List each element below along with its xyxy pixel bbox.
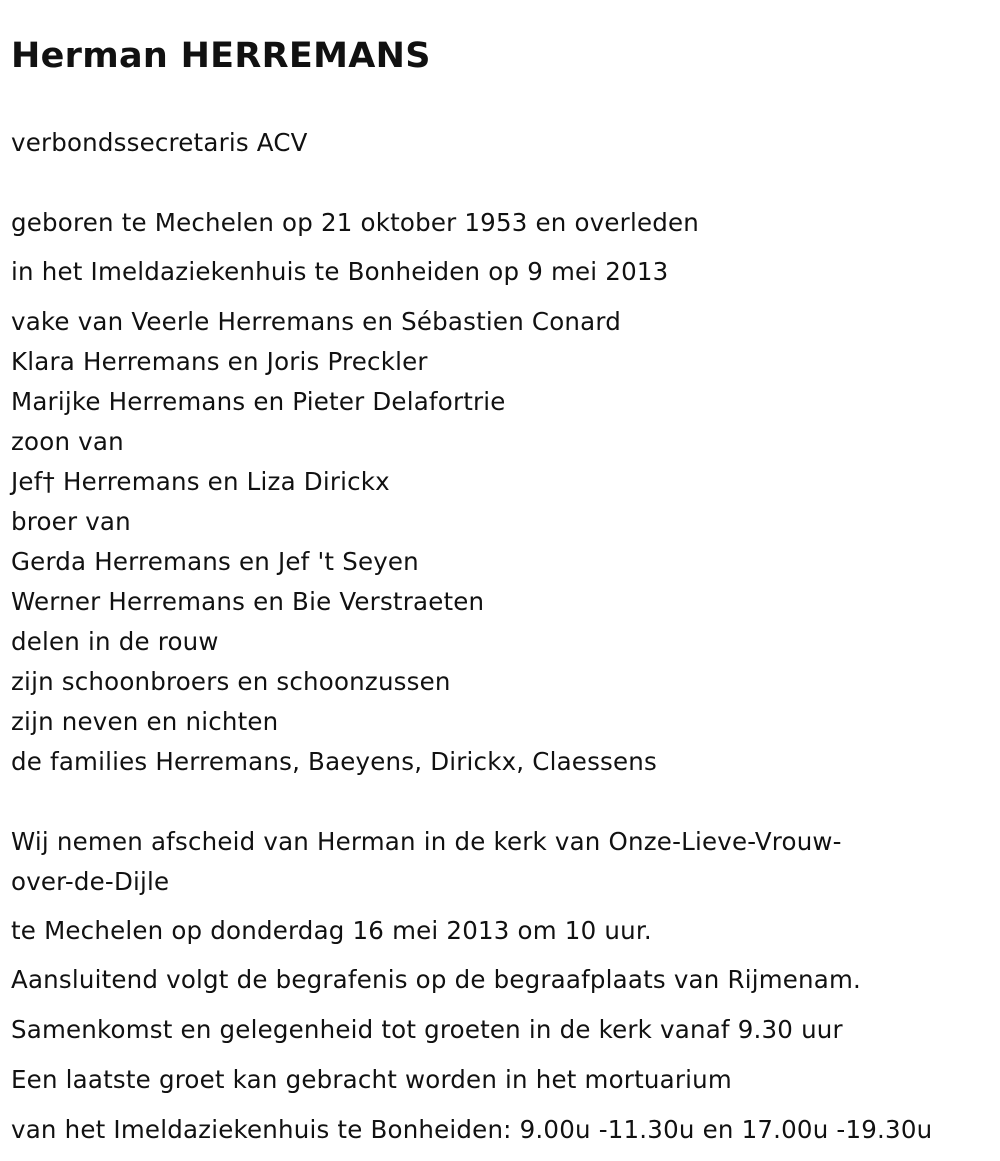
death-line: in het Imeldaziekenhuis te Bonheiden op 9 mei 2013 [11, 257, 669, 286]
family-line: zoon van [11, 427, 124, 456]
funeral-line: Wij nemen afscheid van Herman in de kerk van Onze-Lieve-Vrouw- [11, 827, 842, 856]
family-line: broer van [11, 507, 131, 536]
funeral-line: van het Imeldaziekenhuis te Bonheiden: 9.00u -11.30u en 17.00u -19.30u [11, 1115, 933, 1144]
funeral-line: over-de-Dijle [11, 867, 170, 896]
family-line: Jef† Herremans en Liza Dirickx [11, 467, 390, 496]
family-line: Klara Herremans en Joris Preckler [11, 347, 428, 376]
family-line: Marijke Herremans en Pieter Delafortrie [11, 387, 506, 416]
birth-line: geboren te Mechelen op 21 oktober 1953 en overleden [11, 208, 699, 237]
deceased-name: Herman HERREMANS [11, 36, 431, 76]
funeral-line: Een laatste groet kan gebracht worden in het mortuarium [11, 1065, 732, 1094]
family-line: de families Herremans, Baeyens, Dirickx, Claessens [11, 747, 657, 776]
funeral-line: Aansluitend volgt de begrafenis op de begraafplaats van Rijmenam. [11, 965, 862, 994]
family-line: delen in de rouw [11, 627, 219, 656]
family-line: Gerda Herremans en Jef 't Seyen [11, 547, 419, 576]
family-line: vake van Veerle Herremans en Sébastien Conard [11, 307, 621, 336]
deceased-function: verbondssecretaris ACV [11, 128, 308, 157]
funeral-line: Samenkomst en gelegenheid tot groeten in de kerk vanaf 9.30 uur [11, 1015, 843, 1044]
family-line: Werner Herremans en Bie Verstraeten [11, 587, 485, 616]
funeral-line: te Mechelen op donderdag 16 mei 2013 om 10 uur. [11, 916, 652, 945]
family-line: zijn schoonbroers en schoonzussen [11, 667, 451, 696]
family-line: zijn neven en nichten [11, 707, 279, 736]
